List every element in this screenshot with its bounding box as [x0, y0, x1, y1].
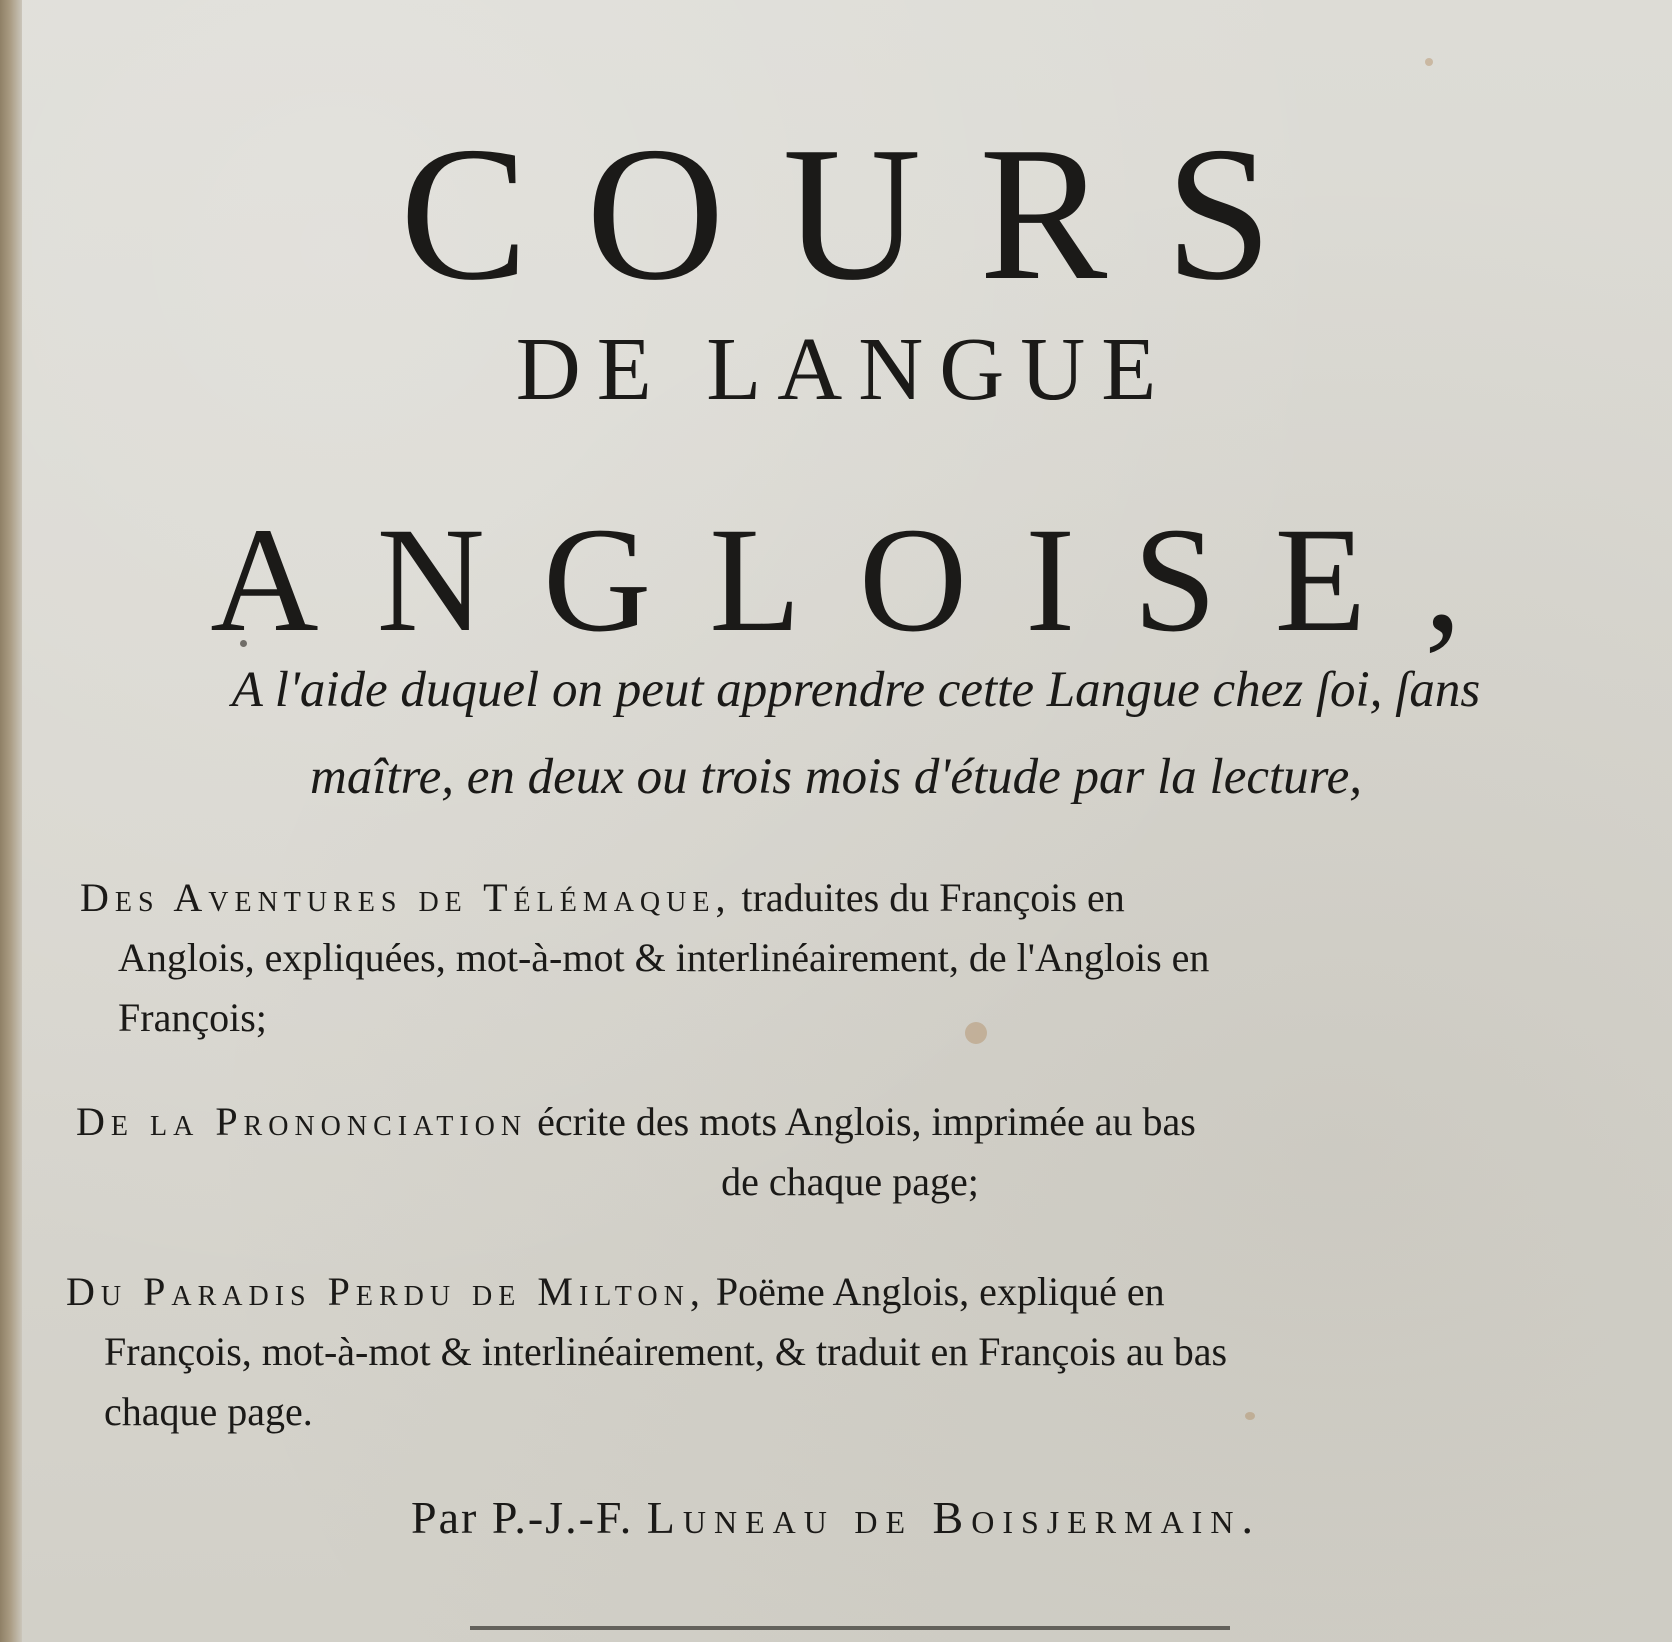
- author-prefix: Par P.-J.-F.: [411, 1492, 647, 1543]
- section-paradis-perdu: [66, 1262, 1626, 1442]
- title-line-de-langue: DE LANGUE: [515, 320, 1173, 419]
- section-telemaque-line-1: [80, 868, 1624, 928]
- section-paradis-line-3: chaque page.: [104, 1389, 313, 1434]
- section-telemaque-lead: Des Aventures de Télémaque,: [80, 875, 732, 920]
- section-paradis-line-1-rest: Poëme Anglois, expliqué en: [705, 1269, 1165, 1314]
- section-prononciation-line-1: [76, 1092, 1624, 1152]
- section-prononciation-line-1-rest: écrite des mots Anglois, imprimée au bas: [527, 1099, 1196, 1144]
- section-telemaque-line-2: Anglois, expliquées, mot-à-mot & interlinéairement, de l'Anglois en: [118, 935, 1210, 980]
- section-telemaque: [80, 868, 1624, 1048]
- section-prononciation-lead: De la Prononciation: [76, 1099, 528, 1144]
- section-telemaque-line-1-rest: traduites du François en: [731, 875, 1125, 920]
- author-line: [0, 1492, 1672, 1543]
- title-line-angloise: ANGLOISE,: [210, 497, 1520, 663]
- section-prononciation-line-2: de chaque page;: [721, 1159, 979, 1204]
- section-paradis-line-2: François, mot-à-mot & interlinéairement, & traduit en François au bas: [104, 1329, 1228, 1374]
- title-line-cours: COURS: [399, 107, 1331, 320]
- author-name: Luneau de Boisjermain.: [646, 1492, 1261, 1543]
- foxing-spot: [1425, 58, 1433, 66]
- section-telemaque-line-3: François;: [118, 995, 267, 1040]
- subtitle-line-2: maître, en deux ou trois mois d'étude par la lecture,: [310, 749, 1362, 805]
- section-prononciation: [76, 1092, 1624, 1212]
- section-paradis-line-1: [66, 1262, 1626, 1322]
- bottom-rule: [470, 1626, 1230, 1630]
- section-paradis-lead: Du Paradis Perdu de Milton,: [66, 1269, 706, 1314]
- subtitle-line-1: A l'aide duquel on peut apprendre cette Langue chez ſoi, ſans: [231, 662, 1481, 718]
